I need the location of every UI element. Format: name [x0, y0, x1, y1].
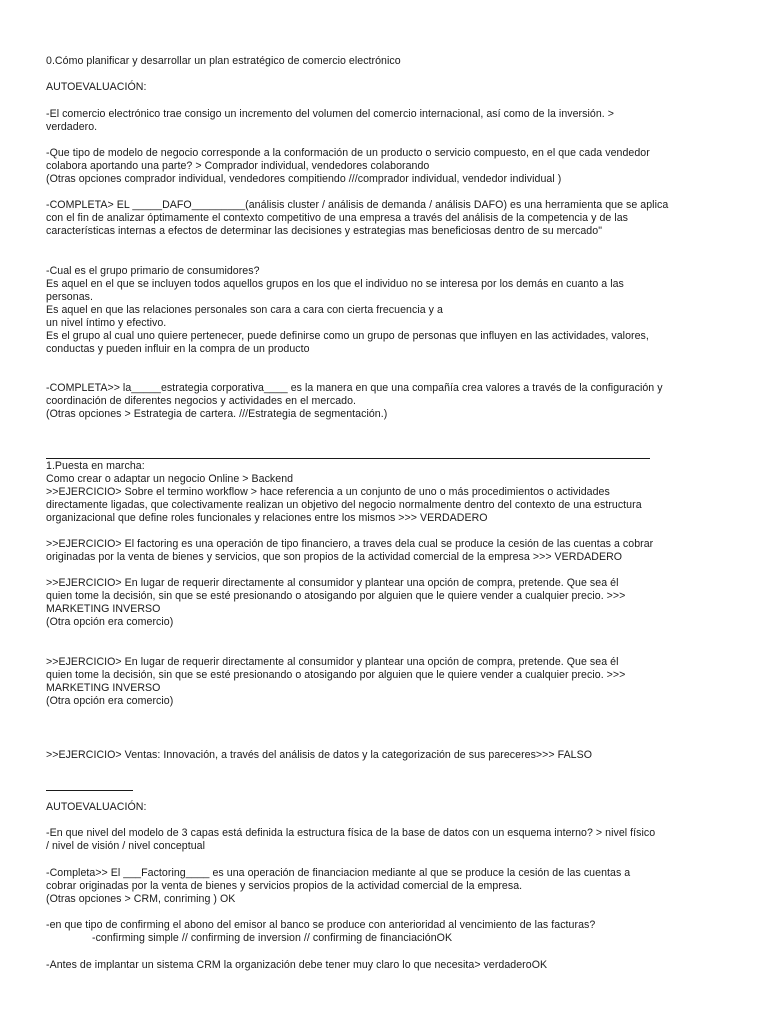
- paragraph-line: >>EJERCICIO> En lugar de requerir directamente al consumidor y plantear una opción de compra, pretende. Que sea él: [46, 656, 619, 668]
- section-heading: AUTOEVALUACIÓN:: [46, 81, 147, 93]
- document-title: 0.Cómo planificar y desarrollar un plan estratégico de comercio electrónico: [46, 55, 401, 67]
- paragraph-line: >>EJERCICIO> Ventas: Innovación, a través del análisis de datos y la categorización de sus pareceres>>> FALSO: [46, 749, 593, 761]
- paragraph-line: -COMPLETA>> la_____estrategia corporativa____ es la manera en que una compañía crea valores a través de la configuración y: [46, 382, 663, 394]
- paragraph-line: (Otras opciones comprador individual, vendedores compitiendo ///comprador individual, vendedor individual ): [46, 173, 562, 185]
- paragraph-line: / nivel de visión / nivel conceptual: [46, 840, 206, 852]
- paragraph-line: coordinación de diferentes negocios y actividades en el mercado.: [46, 395, 357, 407]
- paragraph-line: -en que tipo de confirming el abono del emisor al banco se produce con anterioridad al vencimiento de las facturas?: [46, 919, 596, 931]
- paragraph-line: directamente ligadas, que colectivamente realizan un objetivo del negocio normalmente dentro del contexto de una estructura: [46, 499, 642, 511]
- paragraph-line: Es el grupo al cual uno quiere pertenecer, puede definirse como un grupo de personas que influyen en las actividades, valores,: [46, 330, 649, 342]
- paragraph-line: -Antes de implantar un sistema CRM la organización debe tener muy claro lo que necesita> verdaderoOK: [46, 959, 548, 971]
- paragraph-line: originadas por la venta de bienes y servicios, que son propios de la actividad comercial de la empresa >>> VERDADERO: [46, 551, 623, 563]
- paragraph-line: -En que nivel del modelo de 3 capas está definida la estructura física de la base de datos con un esquema interno? > nivel físico: [46, 827, 656, 839]
- paragraph-line: -COMPLETA> EL _____DAFO_________(análisis cluster / análisis de demanda / análisis DAFO) es una herramienta que se aplica: [46, 199, 669, 211]
- paragraph-line: (Otra opción era comercio): [46, 695, 174, 707]
- section-heading: AUTOEVALUACIÓN:: [46, 801, 147, 813]
- paragraph-line: >>EJERCICIO> El factoring es una operación de tipo financiero, a traves dela cual se produce la cesión de las cuentas a cobrar: [46, 538, 654, 550]
- paragraph-line: personas.: [46, 291, 93, 303]
- paragraph-line: -El comercio electrónico trae consigo un incremento del volumen del comercio internacional, así como de la inversión. >: [46, 108, 614, 120]
- paragraph-line: verdadero.: [46, 121, 98, 133]
- paragraph-line: un nivel íntimo y efectivo.: [46, 317, 167, 329]
- paragraph-line: (Otras opciones > Estrategia de cartera. ///Estrategia de segmentación.): [46, 408, 388, 420]
- section-divider: [46, 458, 650, 459]
- paragraph-line: -Completa>> El ___Factoring____ es una operación de financiacion mediante al que se produce la cesión de las cuentas a: [46, 867, 631, 879]
- section-divider: [46, 790, 133, 791]
- paragraph-line: colabora aportando una parte? > Comprador individual, vendedores colaborando: [46, 160, 430, 172]
- paragraph-line: (Otras opciones > CRM, conriming ) OK: [46, 893, 236, 905]
- paragraph-line: organizacional que define roles funcionales y relaciones entre los mismos >>> VERDADERO: [46, 512, 488, 524]
- paragraph-line: características internas a efectos de determinar las decisiones y estrategias mas beneficiosas dentro de su mercado": [46, 225, 603, 237]
- paragraph-line: (Otra opción era comercio): [46, 616, 174, 628]
- paragraph-line: >>EJERCICIO> Sobre el termino workflow > hace referencia a un conjunto de uno o más procedimientos o actividades: [46, 486, 610, 498]
- paragraph-line: quien tome la decisión, sin que se esté presionando o atosigando por alguien que le quiere vender a cualquier precio. >>>: [46, 590, 626, 602]
- paragraph-line: -Que tipo de modelo de negocio corresponde a la conformación de un producto o servicio compuesto, en el que cada vendedor: [46, 147, 650, 159]
- paragraph-line: -confirming simple // confirming de inversion // confirming de financiaciónOK: [92, 932, 453, 944]
- section-subheading: Como crear o adaptar un negocio Online > Backend: [46, 473, 294, 485]
- paragraph-line: >>EJERCICIO> En lugar de requerir directamente al consumidor y plantear una opción de compra, pretende. Que sea él: [46, 577, 619, 589]
- paragraph-line: Es aquel en que las relaciones personales son cara a cara con cierta frecuencia y a: [46, 304, 443, 316]
- paragraph-line: -Cual es el grupo primario de consumidores?: [46, 265, 260, 277]
- paragraph-line: Es aquel en el que se incluyen todos aquellos grupos en los que el individuo no se interesa por los demás en cuanto a las: [46, 278, 624, 290]
- paragraph-line: conductas y pueden influir en la compra de un producto: [46, 343, 310, 355]
- paragraph-line: MARKETING INVERSO: [46, 682, 161, 694]
- paragraph-line: quien tome la decisión, sin que se esté presionando o atosigando por alguien que le quiere vender a cualquier precio. >>>: [46, 669, 626, 681]
- paragraph-line: con el fin de analizar óptimamente el contexto competitivo de una empresa a través del análisis de la competencia y de las: [46, 212, 629, 224]
- section-heading: 1.Puesta en marcha:: [46, 460, 145, 472]
- paragraph-line: MARKETING INVERSO: [46, 603, 161, 615]
- paragraph-line: cobrar originadas por la venta de bienes y servicios propios de la actividad comercial de la empresa.: [46, 880, 523, 892]
